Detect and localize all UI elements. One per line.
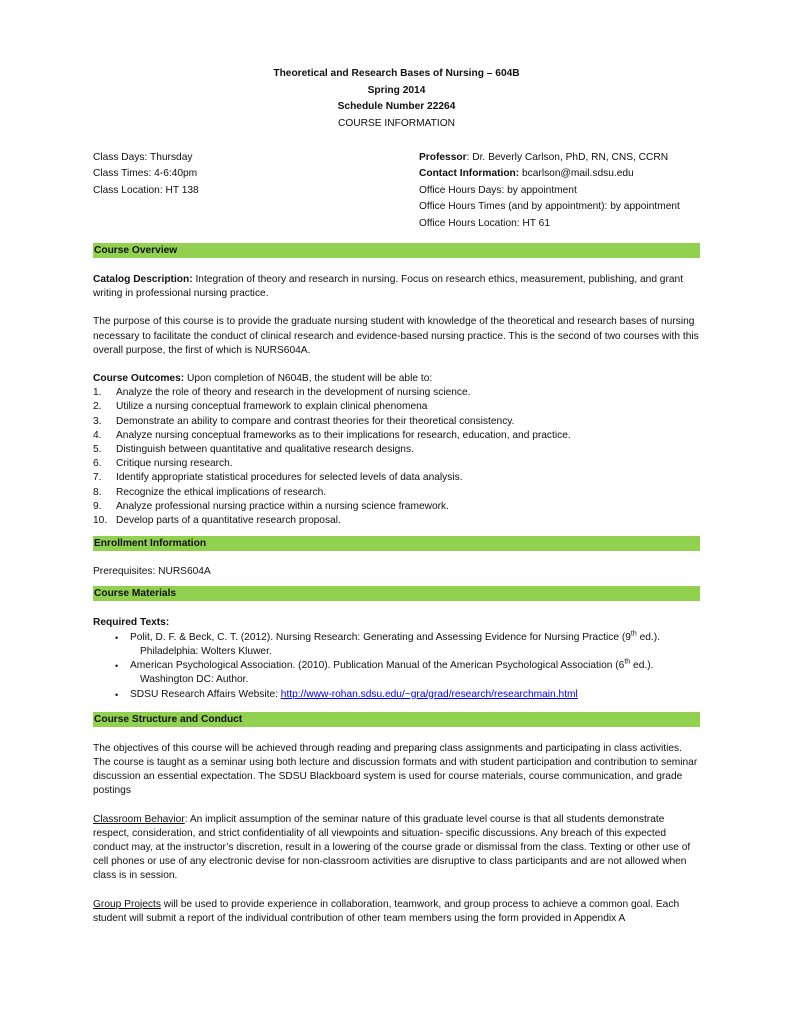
list-text: Distinguish between quantitative and qualitative research designs.: [116, 444, 414, 456]
contact-line: [419, 166, 700, 182]
prerequisites: Prerequisites: NURS604A: [93, 566, 211, 578]
class-location: Class Location: HT 138: [93, 184, 199, 196]
course-objectives: The objectives of this course will be achieved through reading and preparing class assignments and participating in class activities. The course is taught as a seminar using both lecture and discussion formats and with student participation and contribution to seminar discussion an essential expectation. The SDSU Blackboard system is used for course materials, course communication, and grade postings: [93, 742, 698, 797]
list-number: 4.: [93, 429, 102, 441]
text-citation: Polit, D. F. & Beck, C. T. (2012). Nursing Research: Generating and Assessing Evidence for Nursing Practice (9: [130, 631, 631, 643]
list-item: [93, 659, 700, 687]
group-projects-label: Group Projects: [93, 898, 161, 910]
list-item: [93, 386, 700, 400]
group-projects: [93, 898, 700, 926]
text-citation-cont: Philadelphia: Wolters Kluwer.: [140, 645, 272, 657]
list-number: 9.: [93, 500, 102, 512]
text-citation-cont: Washington DC: Author.: [140, 674, 249, 686]
course-title: Theoretical and Research Bases of Nursing – 604B: [273, 68, 520, 79]
professor-label: Professor: [419, 152, 467, 163]
course-overview-heading: Course Overview: [93, 243, 700, 258]
course-structure-heading: Course Structure and Conduct: [93, 712, 700, 727]
professor-line: [419, 150, 700, 166]
classroom-behavior-text: : An implicit assumption of the seminar nature of this graduate level course is that all students demonstrate respect, consideration, and strict confidentiality of all viewpoints and situation- specific discussions. Any breach of this expected conduct may, at the instructor’s discretion, result in a lowering of the course grade or dismissal from the class. Texting or other use of cell phones or use of any electronic devise for non-classroom activities are disruptive to class participants and are not allowed when class is in session.: [93, 813, 691, 882]
list-text: Analyze the role of theory and research in the development of nursing science.: [116, 387, 471, 399]
list-item: [93, 400, 700, 414]
list-item: [93, 471, 700, 485]
course-materials-heading: Course Materials: [93, 586, 700, 601]
list-item: [93, 429, 700, 443]
course-purpose: The purpose of this course is to provide the graduate nursing student with knowledge of the theoretical and research bases of nursing necessary to facilitate the conduct of clinical research and evidence-based nursing practice. This is the second of two courses with this overall purpose, the first of which is NURS604A.: [93, 316, 699, 356]
bullet-icon: •: [115, 661, 119, 672]
required-texts-label: Required Texts:: [93, 617, 170, 629]
list-number: 2.: [93, 401, 102, 413]
list-item: [93, 514, 700, 528]
website-label: SDSU Research Affairs Website:: [130, 688, 281, 700]
syllabus-page: [93, 66, 700, 926]
class-days: Class Days: Thursday: [93, 152, 193, 163]
course-info: [93, 150, 700, 232]
section-heading: COURSE INFORMATION: [338, 117, 455, 129]
text-citation-end: ed.).: [630, 660, 654, 672]
catalog-description: [93, 273, 700, 301]
contact-email: bcarlson@mail.sdsu.edu: [519, 168, 634, 180]
list-number: 3.: [93, 415, 102, 427]
classroom-behavior-label: Classroom Behavior: [93, 813, 185, 825]
group-projects-text: will be used to provide experience in collaboration, teamwork, and group process to achieve a common goal. Each student will submit a report of the individual contribution of other team members using the form provided in Appendix A: [93, 898, 680, 924]
text-citation: American Psychological Association. (2010). Publication Manual of the American Psychological Association (6: [130, 660, 625, 672]
list-number: 7.: [93, 472, 102, 484]
professor-info: [419, 150, 700, 232]
enrollment-heading: Enrollment Information: [93, 536, 700, 551]
list-item: [93, 443, 700, 457]
list-item: [93, 486, 700, 500]
course-term: Spring 2014: [367, 84, 426, 96]
research-affairs-link[interactable]: http://www-rohan.sdsu.edu/~gra/grad/research/researchmain.html: [280, 688, 578, 700]
list-item: [93, 631, 700, 659]
list-number: 5.: [93, 444, 102, 456]
classroom-behavior: [93, 813, 700, 884]
list-text: Critique nursing research.: [116, 458, 233, 470]
list-number: 6.: [93, 458, 102, 470]
outcomes-intro: [93, 372, 700, 386]
outcomes-label: Course Outcomes:: [93, 373, 185, 385]
list-item: [93, 500, 700, 514]
schedule-number: Schedule Number 22264: [337, 101, 456, 112]
list-item: [93, 415, 700, 429]
list-number: 10.: [93, 515, 108, 527]
office-hours-days: Office Hours Days: by appointment: [419, 184, 577, 196]
outcomes-list: [93, 386, 700, 528]
bullet-icon: •: [115, 632, 119, 643]
list-item: [93, 457, 700, 471]
list-item: [93, 688, 700, 702]
superscript: th: [630, 630, 637, 638]
catalog-text: Integration of theory and research in nursing. Focus on research ethics, measurement, publishing, and grant writing in professional nursing practice.: [93, 274, 684, 300]
class-times: Class Times: 4-6:40pm: [93, 168, 198, 180]
outcomes-intro-text: Upon completion of N604B, the student will be able to:: [184, 373, 433, 385]
professor-name: : Dr. Beverly Carlson, PhD, RN, CNS, CCRN: [466, 152, 669, 163]
list-text: Develop parts of a quantitative research proposal.: [116, 515, 341, 527]
list-text: Identify appropriate statistical procedures for selected levels of data analysis.: [116, 472, 463, 484]
office-hours-location: Office Hours Location: HT 61: [419, 217, 550, 229]
class-info: [93, 150, 419, 232]
list-text: Demonstrate an ability to compare and contrast theories for their theoretical consistency.: [116, 415, 515, 427]
required-texts-list: [93, 631, 700, 702]
list-text: Analyze professional nursing practice within a nursing science framework.: [116, 500, 449, 512]
list-number: 8.: [93, 486, 102, 498]
document-header: [93, 66, 700, 132]
bullet-icon: •: [115, 689, 119, 700]
list-number: 1.: [93, 387, 102, 399]
superscript: th: [624, 658, 631, 666]
contact-label: Contact Information:: [419, 168, 520, 180]
list-text: Utilize a nursing conceptual framework to explain clinical phenomena: [116, 401, 428, 413]
list-text: Analyze nursing conceptual frameworks as to their implications for research, education, and practice.: [116, 429, 571, 441]
catalog-label: Catalog Description:: [93, 274, 193, 286]
office-hours-times: Office Hours Times (and by appointment): by appointment: [419, 201, 680, 213]
text-citation-end: ed.).: [636, 631, 660, 643]
list-text: Recognize the ethical implications of research.: [116, 486, 327, 498]
